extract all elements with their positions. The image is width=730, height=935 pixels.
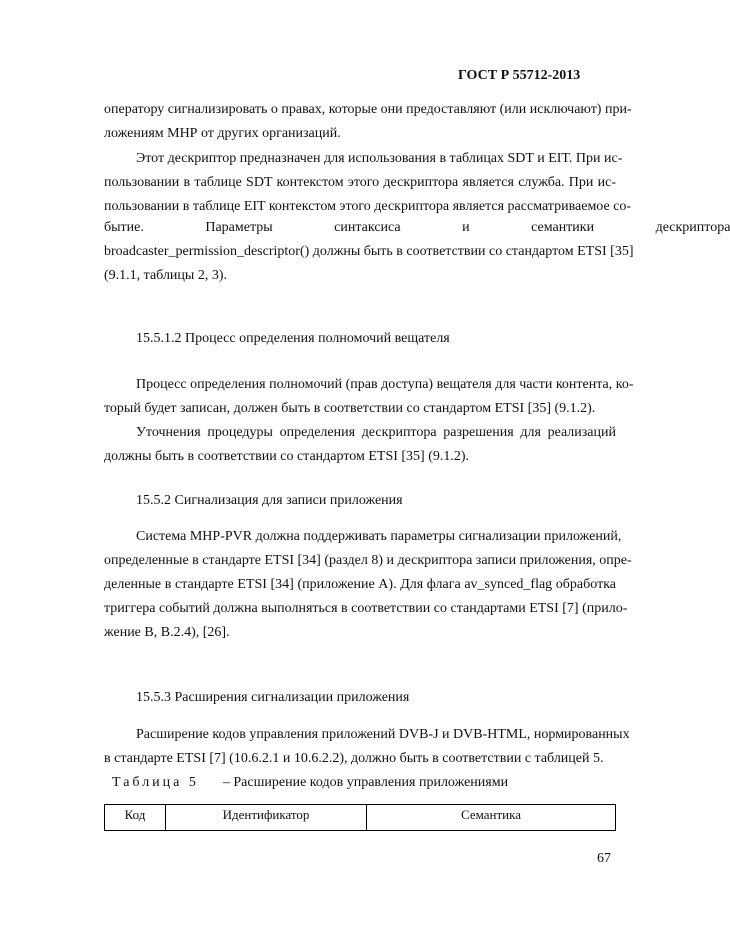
text-line: Этот дескриптор предназначен для использования в таблицах SDT и EIT. При ис-	[136, 151, 623, 166]
section-heading: 15.5.2 Сигнализация для записи приложения	[136, 493, 403, 508]
text-line: Система МНР-PVR должна поддерживать параметры сигнализации приложений,	[136, 529, 622, 544]
text-line: Расширение кодов управления приложений DVB-J и DVB-HTML, нормированных	[136, 727, 630, 742]
column-header-identifier: Идентификатор	[166, 805, 367, 831]
text-line: Процесс определения полномочий (прав доступа) вещателя для части контента, ко-	[136, 377, 634, 392]
table-5	[104, 804, 616, 831]
column-header-code: Код	[105, 805, 166, 831]
document-code: ГОСТ Р 55712-2013	[458, 68, 581, 83]
column-header-semantics: Семантика	[367, 805, 616, 831]
text-line: торый будет записан, должен быть в соответствии со стандартом ETSI [35] (9.1.2).	[104, 401, 596, 416]
table-caption	[112, 775, 508, 791]
text-line: ложениям МНР от других организаций.	[104, 126, 341, 141]
section-heading: 15.5.1.2 Процесс определения полномочий вещателя	[136, 331, 450, 346]
text-line: Уточнения процедуры определения дескриптора разрешения для реализаций	[136, 425, 616, 440]
text-line: в стандарте ETSI [7] (10.6.2.1 и 10.6.2.2), должно быть в соответствии с таблицей 5.	[104, 751, 604, 766]
text-line: broadcaster_permission_descriptor() должны быть в соответствии со стандартом ETSI [35]	[104, 244, 634, 259]
page-number: 67	[597, 851, 611, 866]
text-line: оператору сигнализировать о правах, которые они предоставляют (или исключают) при-	[104, 102, 632, 117]
table-caption-label: Таблица 5	[112, 775, 199, 790]
text-line: триггера событий должна выполняться в соответствии со стандартами ETSI [7] (прило-	[104, 601, 628, 616]
text-line: пользовании в таблице EIT контекстом этого дескриптора является рассматриваемое со-	[104, 199, 632, 214]
text-line: должны быть в соответствии со стандартом ETSI [35] (9.1.2).	[104, 449, 470, 464]
table-header-row	[105, 805, 616, 831]
text-line: пользовании в таблице SDT контекстом этого дескриптора является служба. При ис-	[104, 175, 616, 190]
section-heading: 15.5.3 Расширения сигнализации приложения	[136, 690, 410, 705]
text-line: деленные в стандарте ETSI [34] (приложение А). Для флага av_synced_flag обработка	[104, 577, 616, 592]
text-line: бытие. Параметры синтаксиса и семантики дескриптора	[104, 220, 730, 235]
text-line: определенные в стандарте ETSI [34] (раздел 8) и дескриптора записи приложения, опре-	[104, 553, 632, 568]
text-line: (9.1.1, таблицы 2, 3).	[104, 268, 227, 283]
table-caption-text: – Расширение кодов управления приложениями	[222, 775, 509, 790]
text-line: жение В, В.2.4), [26].	[104, 625, 230, 640]
